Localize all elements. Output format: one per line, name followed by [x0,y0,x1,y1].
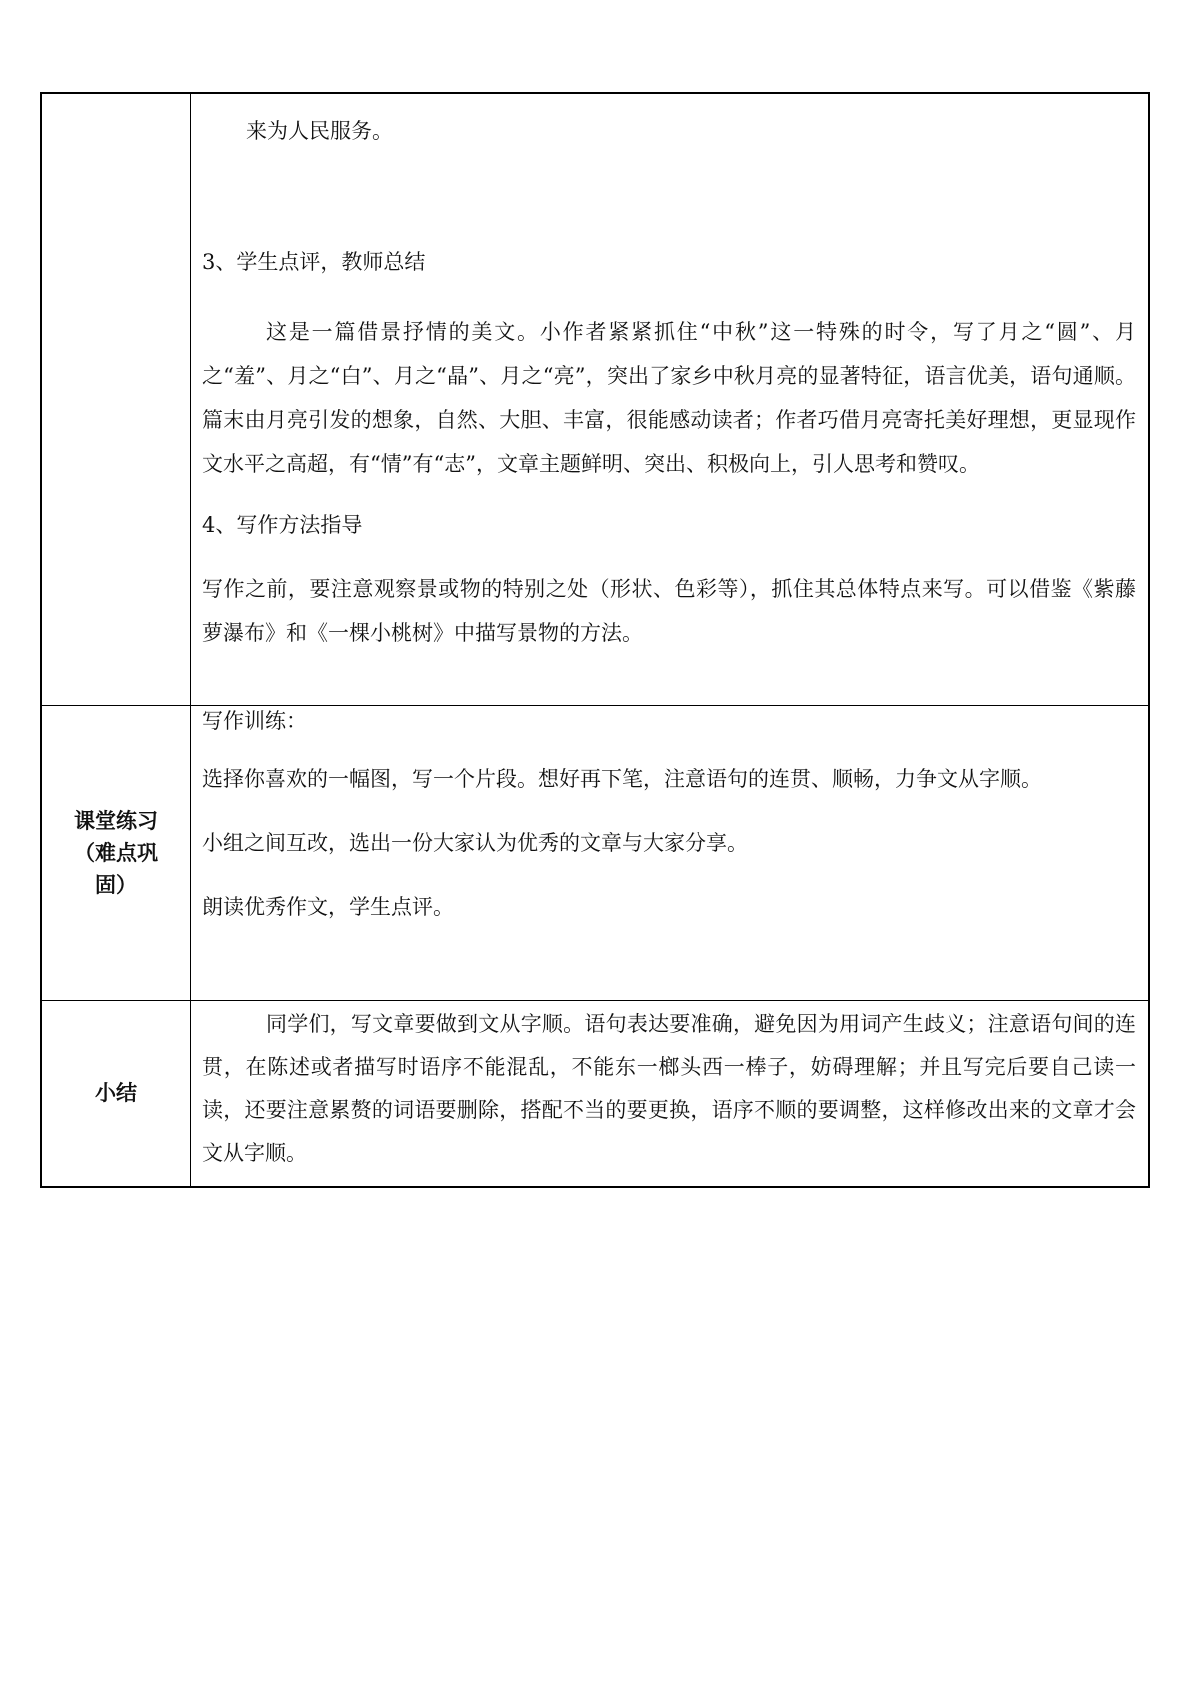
row-label: 课堂练习（难点巩固） [74,808,158,897]
spacer [202,858,1136,892]
table-row [41,93,1149,705]
continuation-line: 来为人民服务。 [246,119,393,143]
section-heading-4: 4、写作方法指导 [202,513,363,537]
section-paragraph-4: 写作之前，要注意观察景或物的特别之处（形状、色彩等），抓住其总体特点来写。可以借鉴《紫藤萝瀑布》和《一棵小桃树》中描写景物的方法。 [202,577,1136,645]
exercise-line: 选择你喜欢的一幅图，写一个片段。想好再下笔，注意语句的连贯、顺畅，力争文从字顺。 [202,766,1042,791]
row-label-cell [41,93,191,705]
spacer [202,549,1136,567]
spacer [202,486,1136,502]
summary-paragraph: 同学们，写文章要做到文从字顺。语句表达要准确，避免因为用词产生歧义；注意语句间的连贯，在陈述或者描写时语序不能混乱，不能东一榔头西一棒子，妨碍理解；并且写完后要自己读一读，还要注意累赘的词语要删除，搭配不当的要更换，语序不顺的要调整，这样修改出来的文章才会文从字顺。 [202,1011,1136,1165]
spacer [202,736,1136,764]
spacer [202,286,1136,310]
exercise-line: 小组之间互改，选出一份大家认为优秀的文章与大家分享。 [202,830,748,855]
spacer [202,794,1136,828]
row-label: 小结 [95,1081,137,1106]
spacer [202,155,1136,239]
section-heading-3: 3、学生点评，教师总结 [202,250,426,274]
lesson-plan-table [40,92,1150,1188]
exercise-line: 朗读优秀作文，学生点评。 [202,894,454,919]
row-content-cell [191,705,1150,1000]
table-row [41,705,1149,1000]
row-content-cell [191,1000,1150,1187]
exercise-line: 写作训练： [202,708,307,733]
table-row [41,1000,1149,1187]
row-label-cell [41,1000,191,1187]
row-label-cell [41,705,191,1000]
section-paragraph-3: 这是一篇借景抒情的美文。小作者紧紧抓住“中秋”这一特殊的时令，写了月之“圆”、月之“羞”、月之“白”、月之“晶”、月之“亮”，突出了家乡中秋月亮的显著特征，语言优美，语句通顺。篇末由月亮引发的想象，自然、大胆、丰富，很能感动读者；作者巧借月亮寄托美好理想，更显现作文水平之高超，有“情”有“志”，文章主题鲜明、突出、积极向上，引人思考和赞叹。 [202,320,1136,476]
row-content-cell [191,93,1150,705]
